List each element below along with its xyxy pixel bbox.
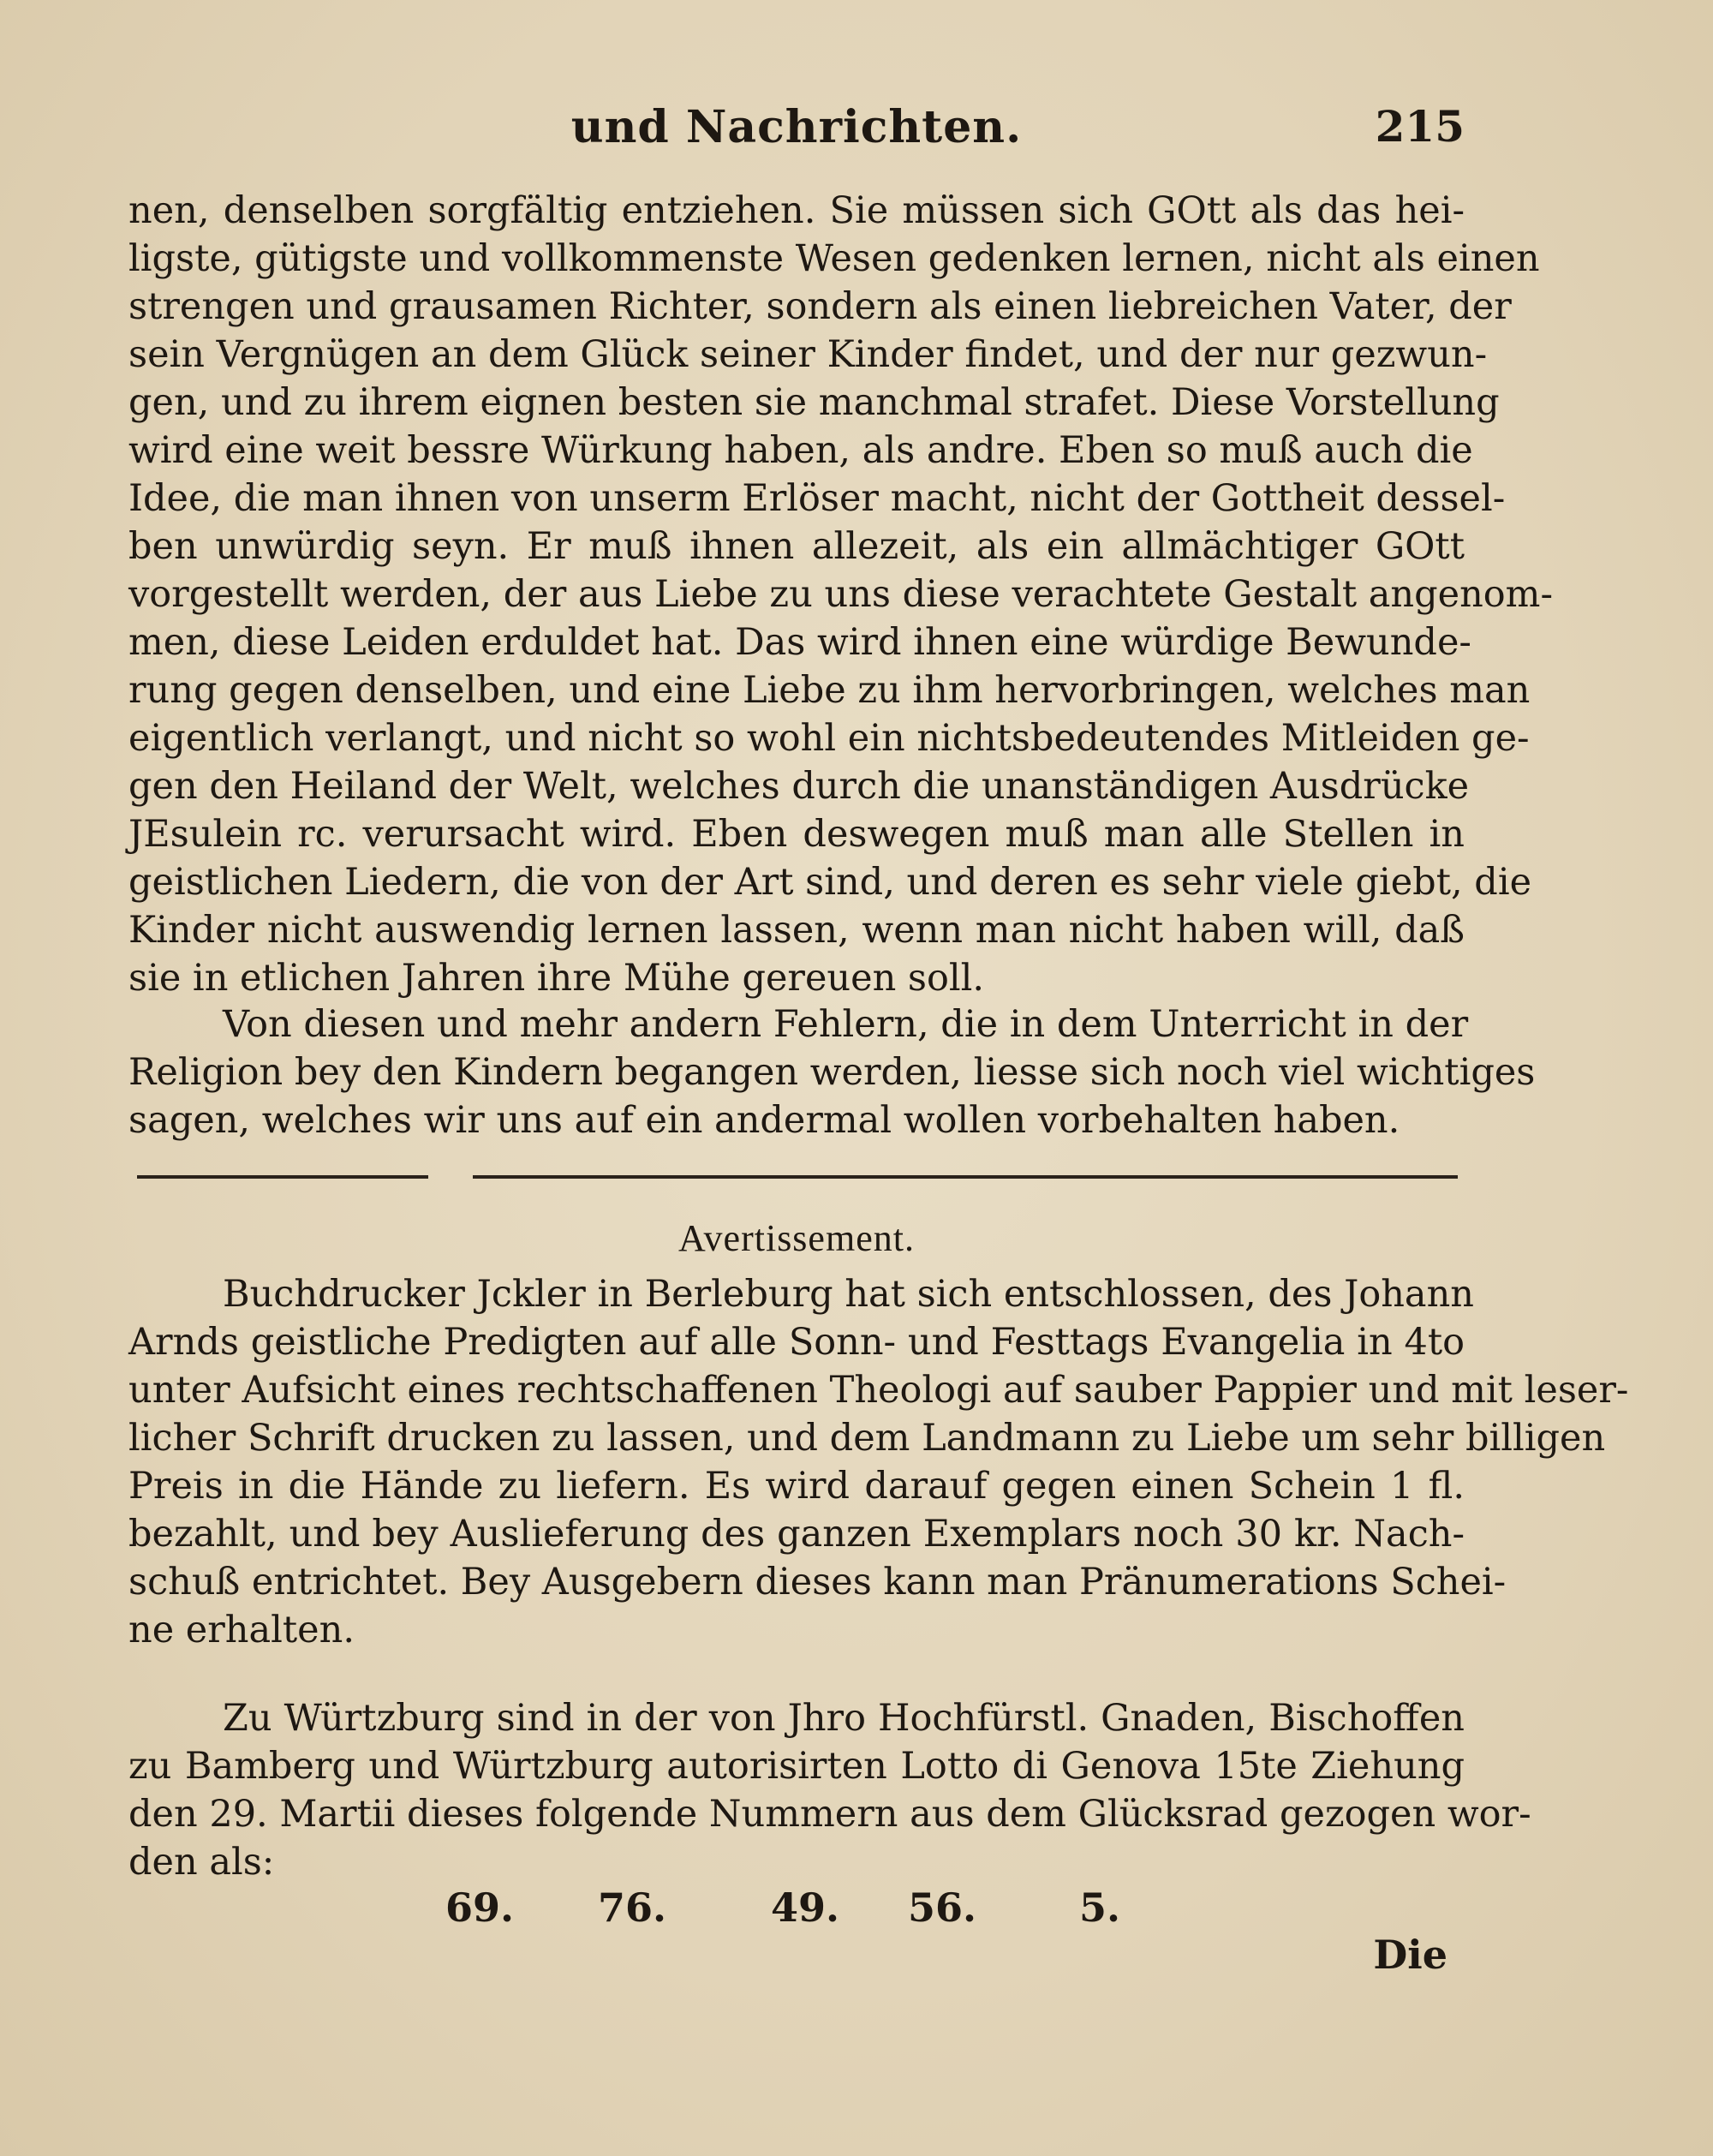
text-line: nen, denselben sorgfältig entziehen. Sie müssen sich GOtt als das hei- bbox=[128, 189, 1465, 232]
text-line: wird eine weit bessre Würkung haben, als andre. Eben so muß auch die bbox=[128, 429, 1473, 472]
text-line: sie in etlichen Jahren ihre Mühe gereuen soll. bbox=[128, 957, 985, 1000]
text-line: schuß entrichtet. Bey Ausgebern dieses kann man Pränumerations Schei- bbox=[128, 1561, 1507, 1604]
text-line: Von diesen und mehr andern Fehlern, die in dem Unterricht in der bbox=[223, 1003, 1469, 1046]
running-title: und Nachrichten. bbox=[570, 101, 1023, 153]
lottery-numbers bbox=[128, 1884, 1465, 1944]
text-line: Preis in die Hände zu liefern. Es wird darauf gegen einen Schein 1 fl. bbox=[128, 1465, 1465, 1508]
text-line: strengen und grausamen Richter, sondern als einen liebreichen Vater, der bbox=[128, 285, 1512, 328]
catchword: Die bbox=[1373, 1932, 1447, 1978]
text-line: gen den Heiland der Welt, welches durch die unanständigen Ausdrücke bbox=[128, 765, 1470, 808]
advertisement-body bbox=[128, 1270, 1629, 1654]
section-divider-right bbox=[473, 1175, 1458, 1179]
text-line: Buchdrucker Jckler in Berleburg hat sich entschlossen, des Johann bbox=[223, 1273, 1474, 1316]
lottery-number: 56. bbox=[908, 1884, 977, 1931]
page-header bbox=[128, 101, 1465, 161]
lottery-number: 69. bbox=[445, 1884, 515, 1931]
lottery-number: 49. bbox=[771, 1884, 840, 1931]
paragraph-closing-remark bbox=[128, 1000, 1536, 1144]
lottery-number: 5. bbox=[1079, 1884, 1121, 1931]
text-line: vorgestellt werden, der aus Liebe zu uns diese verachtete Gestalt angenom- bbox=[128, 573, 1553, 616]
text-line: Arnds geistliche Predigten auf alle Sonn- und Festtags Evangelia in 4to bbox=[128, 1321, 1465, 1364]
text-line: sein Vergnügen an dem Glück seiner Kinder findet, und der nur gezwun- bbox=[128, 333, 1488, 376]
text-line: den 29. Martii dieses folgende Nummern aus dem Glücksrad gezogen wor- bbox=[128, 1793, 1531, 1836]
text-line: ligste, gütigste und vollkommenste Wesen gedenken lernen, nicht als einen bbox=[128, 237, 1540, 280]
advertisement-heading: Avertissement. bbox=[678, 1217, 915, 1259]
text-line: Idee, die man ihnen von unserm Erlöser macht, nicht der Gottheit dessel- bbox=[128, 477, 1506, 520]
lottery-number: 76. bbox=[598, 1884, 667, 1931]
text-line: sagen, welches wir uns auf ein andermal wollen vorbehalten haben. bbox=[128, 1099, 1400, 1142]
section-divider-left bbox=[137, 1175, 428, 1179]
page-number: 215 bbox=[1375, 101, 1465, 152]
text-line: den als: bbox=[128, 1841, 275, 1884]
text-line: rung gegen denselben, und eine Liebe zu ihm hervorbringen, welches man bbox=[128, 669, 1531, 712]
text-line: ben unwürdig seyn. Er muß ihnen allezeit, als ein allmächtiger GOtt bbox=[128, 525, 1465, 568]
text-line: eigentlich verlangt, und nicht so wohl ein nichtsbedeutendes Mitleiden ge- bbox=[128, 717, 1530, 760]
text-line: Religion bey den Kindern begangen werden, liesse sich noch viel wichtiges bbox=[128, 1051, 1536, 1094]
text-line: licher Schrift drucken zu lassen, und dem Landmann zu Liebe um sehr billigen bbox=[128, 1417, 1606, 1460]
text-line: bezahlt, und bey Auslieferung des ganzen Exemplars noch 30 kr. Nach- bbox=[128, 1513, 1465, 1556]
text-line: JEsulein rc. verursacht wird. Eben deswegen muß man alle Stellen in bbox=[128, 813, 1465, 856]
text-line: men, diese Leiden erduldet hat. Das wird ihnen eine würdige Bewunde- bbox=[128, 621, 1471, 664]
text-line: ne erhalten. bbox=[128, 1609, 355, 1651]
lottery-notice bbox=[128, 1694, 1531, 1886]
text-line: gen, und zu ihrem eignen besten sie manchmal strafet. Diese Vorstellung bbox=[128, 381, 1500, 424]
text-line: geistlichen Liedern, die von der Art sind, und deren es sehr viele giebt, die bbox=[128, 861, 1532, 904]
paragraph-religion-instruction bbox=[128, 187, 1553, 1002]
text-line: zu Bamberg und Würtzburg autorisirten Lotto di Genova 15te Ziehung bbox=[128, 1745, 1465, 1788]
text-line: Zu Würtzburg sind in der von Jhro Hochfürstl. Gnaden, Bischoffen bbox=[223, 1697, 1465, 1740]
text-line: Kinder nicht auswendig lernen lassen, wenn man nicht haben will, daß bbox=[128, 909, 1465, 952]
text-line: unter Aufsicht eines rechtschaffenen Theologi auf sauber Pappier und mit leser- bbox=[128, 1369, 1629, 1412]
